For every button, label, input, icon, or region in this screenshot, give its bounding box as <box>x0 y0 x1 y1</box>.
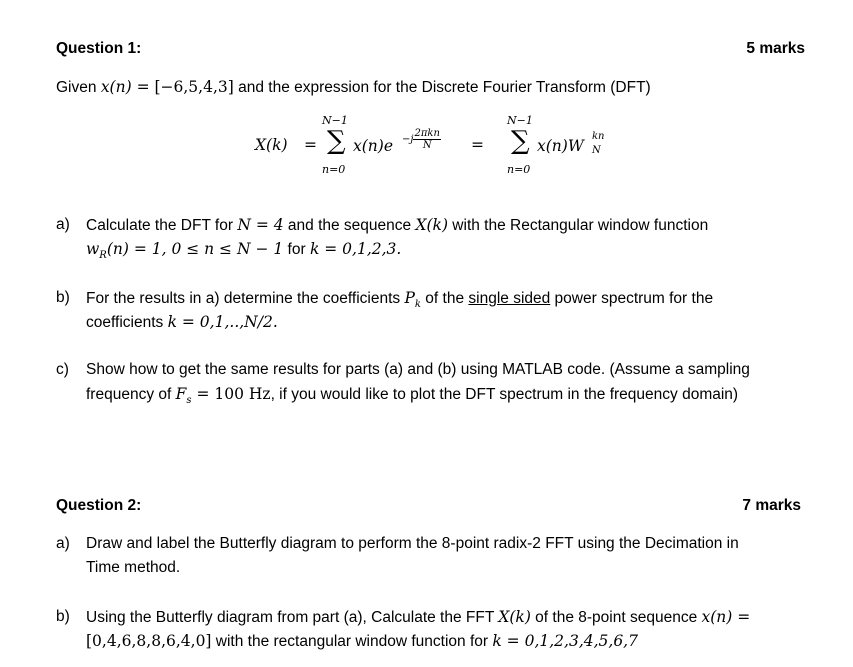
q1c-math-hz: = 100 Hz <box>191 385 271 403</box>
formula-eq2: = <box>471 136 484 154</box>
q2-title: Question 2: <box>56 497 142 514</box>
q1a-math-n: N = 4 <box>237 216 284 234</box>
q1c-label: c) <box>56 361 69 378</box>
given-post: and the expression for the Discrete Fourier Transform (DFT) <box>233 79 651 96</box>
q1a-text3: with the Rectangular window function <box>448 217 709 234</box>
q2-marks: 7 marks <box>742 497 801 514</box>
q2b-text3: with the rectangular window function for <box>211 633 493 650</box>
q1b-line2 <box>86 313 278 332</box>
q1a-math-k: k = 0,1,2,3. <box>309 240 402 258</box>
q1a-text2: and the sequence <box>283 217 416 234</box>
q1c-line2 <box>86 385 738 406</box>
q1a-line2 <box>86 240 401 261</box>
q1b-text1: For the results in a) determine the coefficients <box>86 290 405 307</box>
q1a-math-xk: X(k) <box>415 216 448 234</box>
q1-title: Question 1: <box>56 40 142 57</box>
q1a-text1: Calculate the DFT for <box>86 217 238 234</box>
q1b-math-psub: k <box>414 299 421 311</box>
q2b-line1 <box>86 608 750 627</box>
term2: x(n)W <box>537 137 584 155</box>
q1a-label: a) <box>56 216 70 233</box>
q2a-label: a) <box>56 535 70 552</box>
sum1-sigma: ∑ <box>327 126 346 156</box>
q2b-text2: of the 8-point sequence <box>530 609 702 626</box>
given-x: x(n) <box>100 78 132 96</box>
w-sub: N <box>592 145 601 156</box>
sum2-sigma: ∑ <box>511 126 530 156</box>
sum1-upper: N−1 <box>322 114 348 127</box>
q1b-underlined: single sided <box>468 290 551 307</box>
q1c-math-fsub: s <box>186 395 192 407</box>
q1a-text4: for <box>283 241 310 258</box>
q2b-math-k: k = 0,1,2,3,4,5,6,7 <box>492 632 638 650</box>
q1c-text1: frequency of <box>86 386 176 403</box>
q1b-line1 <box>86 289 713 310</box>
sum2-lower: n=0 <box>507 163 531 176</box>
q1b-text2: of the <box>420 290 469 307</box>
q2b-math-xk: X(k) <box>498 608 531 626</box>
q1b-text3: power spectrum for the <box>550 290 714 307</box>
q1c-math-f: F <box>175 385 187 403</box>
q2b-text1: Using the Butterfly diagram from part (a), Calculate the FFT <box>86 609 499 626</box>
sum2-upper: N−1 <box>507 114 533 127</box>
q1b-math-p: P <box>404 289 415 307</box>
q2b-math-xn: x(n) = <box>701 608 751 626</box>
q2b-math-seq: [0,4,6,8,8,6,4,0] <box>86 632 212 650</box>
w-sup: kn <box>592 131 605 142</box>
given-sequence: = [−6,5,4,3] <box>131 78 234 96</box>
formula-eq1: = <box>304 136 317 154</box>
formula-lhs: X(k) <box>255 136 288 154</box>
q1a-math-wsub: R <box>99 250 107 262</box>
exp-den: N <box>422 140 432 151</box>
sum1-lower: n=0 <box>322 163 346 176</box>
q1-given <box>56 78 651 97</box>
q1c-text2: , if you would like to plot the DFT spectrum in the frequency domain) <box>270 386 739 403</box>
q1a-math-window: (n) = 1, 0 ≤ n ≤ N − 1 <box>106 240 284 258</box>
term1: x(n)e <box>353 137 393 155</box>
q1a-line1 <box>86 216 708 235</box>
q2b-label: b) <box>56 608 70 625</box>
given-pre: Given <box>56 79 101 96</box>
q1-marks: 5 marks <box>746 40 805 57</box>
exponent <box>402 128 441 151</box>
exp-num: 2πkn <box>414 128 440 139</box>
exp-sign: −j <box>402 134 414 145</box>
q2a-line1: Draw and label the Butterfly diagram to perform the 8-point radix-2 FFT using the Decimation in <box>86 535 739 552</box>
q1b-label: b) <box>56 289 70 306</box>
q1a-math-w: w <box>86 240 100 258</box>
q1c-line1: Show how to get the same results for parts (a) and (b) using MATLAB code. (Assume a sampling <box>86 361 750 378</box>
q2b-line2 <box>86 632 638 651</box>
q1b-math-k: k = 0,1,..,N/2. <box>167 313 278 331</box>
q1b-text4: coefficients <box>86 314 168 331</box>
q2a-line2: Time method. <box>86 559 181 576</box>
